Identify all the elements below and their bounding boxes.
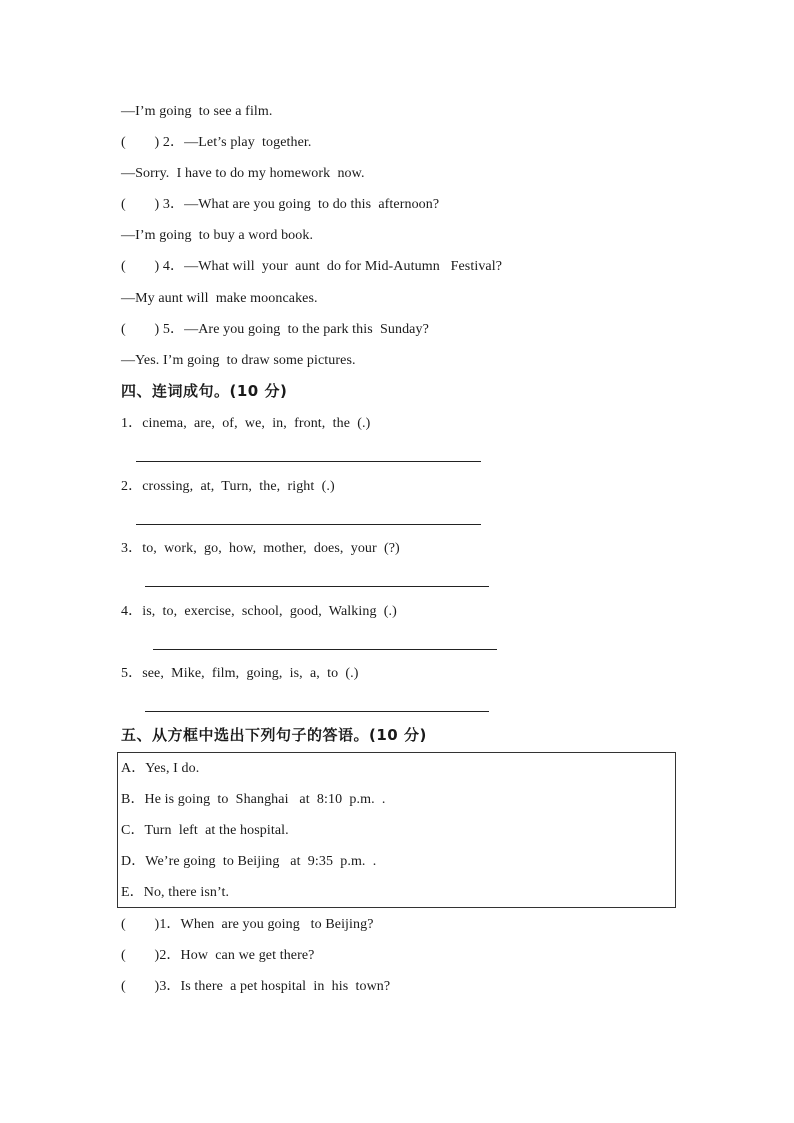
dialogue-line: —I’m going to see a film. bbox=[121, 104, 273, 119]
answer-line[interactable] bbox=[145, 711, 489, 712]
word-order-item: 5．see, Mike, film, going, is, a, to (.) bbox=[121, 666, 359, 681]
answer-option: E．No, there isn’t. bbox=[121, 885, 230, 900]
section-heading: 四、连词成句。(10 分) bbox=[121, 382, 288, 400]
word-order-item: 1．cinema, are, of, we, in, front, the (.) bbox=[121, 416, 371, 431]
answer-line[interactable] bbox=[136, 524, 481, 525]
answer-option: C．Turn left at the hospital. bbox=[121, 823, 289, 838]
answer-line[interactable] bbox=[136, 461, 481, 462]
question-line: ( )3．Is there a pet hospital in his town? bbox=[121, 979, 391, 994]
answer-options-box bbox=[117, 752, 676, 908]
answer-line[interactable] bbox=[153, 649, 497, 650]
word-order-item: 3．to, work, go, how, mother, does, your (?) bbox=[121, 541, 400, 556]
dialogue-line: ( ) 4．—What will your aunt do for Mid-Autumn Festival? bbox=[121, 259, 503, 274]
word-order-item: 2．crossing, at, Turn, the, right (.) bbox=[121, 479, 335, 494]
dialogue-line: —Yes. I’m going to draw some pictures. bbox=[121, 353, 356, 368]
answer-option: D．We’re going to Beijing at 9:35 p.m. . bbox=[121, 854, 377, 869]
answer-option: A．Yes, I do. bbox=[121, 761, 200, 776]
dialogue-line: ( ) 5．—Are you going to the park this Sunday? bbox=[121, 322, 429, 337]
dialogue-line: —My aunt will make mooncakes. bbox=[121, 291, 318, 306]
dialogue-line: ( ) 2．—Let’s play together. bbox=[121, 135, 312, 150]
dialogue-line: —Sorry. I have to do my homework now. bbox=[121, 166, 365, 181]
section-heading: 五、从方框中选出下列句子的答语。(10 分) bbox=[121, 726, 427, 744]
dialogue-line: —I’m going to buy a word book. bbox=[121, 228, 314, 243]
question-line: ( )1．When are you going to Beijing? bbox=[121, 917, 374, 932]
word-order-item: 4．is, to, exercise, school, good, Walking (.) bbox=[121, 604, 397, 619]
answer-option: B．He is going to Shanghai at 8:10 p.m. . bbox=[121, 792, 386, 807]
answer-line[interactable] bbox=[145, 586, 489, 587]
question-line: ( )2．How can we get there? bbox=[121, 948, 315, 963]
dialogue-line: ( ) 3．—What are you going to do this afternoon? bbox=[121, 197, 440, 212]
